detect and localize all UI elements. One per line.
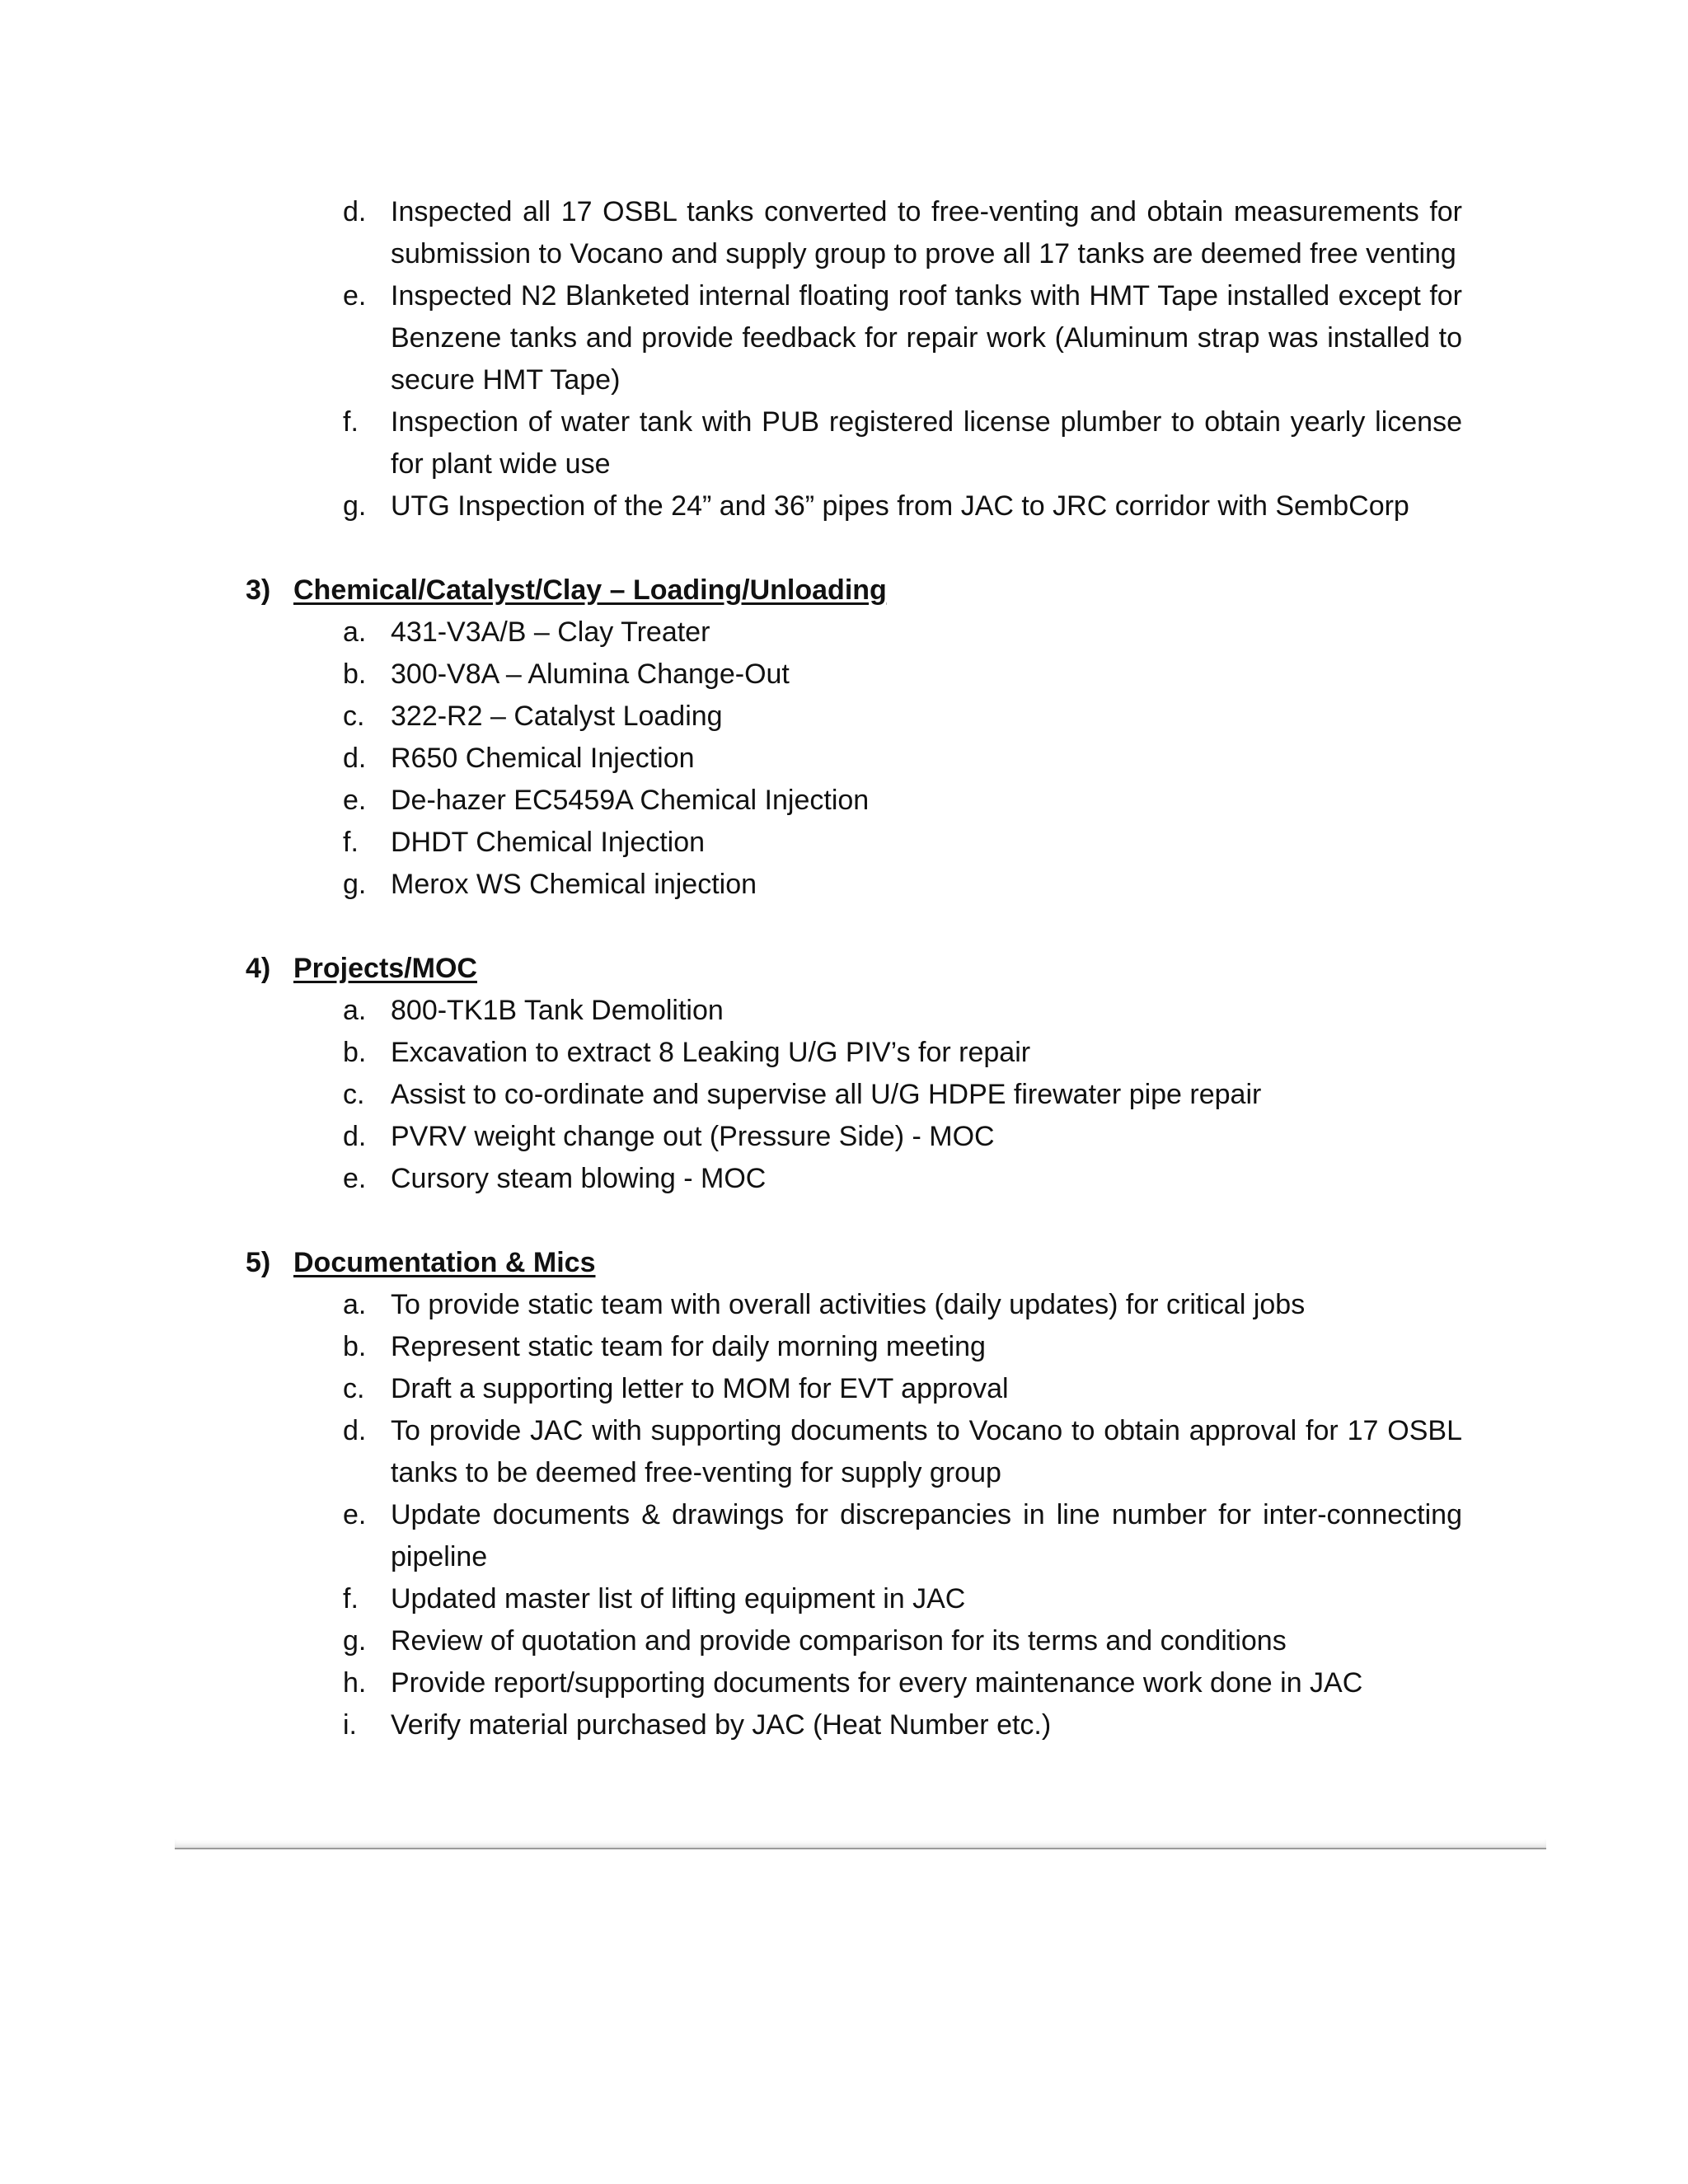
list-item <box>343 780 1462 822</box>
list-marker: b. <box>343 1037 367 1068</box>
list-marker: a. <box>343 995 367 1026</box>
list-item-text: Verify material purchased by JAC (Heat Number etc.) <box>391 1709 1052 1741</box>
list-item <box>343 1704 1462 1746</box>
list-marker: e. <box>343 280 367 312</box>
list-item <box>343 1158 1462 1200</box>
list-item-text: PVRV weight change out (Pressure Side) - MOC <box>391 1121 995 1152</box>
section-number: 5) <box>246 1247 271 1278</box>
list-item <box>343 191 1462 275</box>
list-marker: f. <box>343 1583 359 1615</box>
list-item <box>343 275 1462 401</box>
list-item-text: Inspection of water tank with PUB registered license plumber to obtain yearly license for plant wide use <box>391 406 1462 480</box>
list-item <box>343 738 1462 780</box>
list-marker: g. <box>343 1625 367 1657</box>
document-body <box>0 191 1688 1746</box>
section-heading <box>246 1242 1688 1284</box>
section-title: Chemical/Catalyst/Clay – Loading/Unloading <box>293 574 887 606</box>
list-item-text: UTG Inspection of the 24” and 36” pipes from JAC to JRC corridor with SembCorp <box>391 490 1409 522</box>
list-marker: d. <box>343 743 367 774</box>
list-marker: f. <box>343 827 359 858</box>
list-marker: b. <box>343 1331 367 1362</box>
list-item <box>343 1620 1462 1662</box>
list-marker: c. <box>343 701 365 732</box>
section-documentation <box>0 1242 1688 1746</box>
list-marker: a. <box>343 616 367 648</box>
list-item-text: 322-R2 – Catalyst Loading <box>391 701 723 732</box>
list-item <box>343 1368 1462 1410</box>
list-item-text: Provide report/supporting documents for every maintenance work done in JAC <box>391 1667 1363 1699</box>
list-marker: c. <box>343 1373 365 1404</box>
footer-divider <box>175 1840 1546 1849</box>
list-item <box>343 1494 1462 1578</box>
list-marker: g. <box>343 869 367 900</box>
list-item-text: 800-TK1B Tank Demolition <box>391 995 724 1026</box>
list-item <box>343 1326 1462 1368</box>
list-item <box>343 696 1462 738</box>
list-marker: b. <box>343 658 367 690</box>
list-item <box>343 864 1462 906</box>
list-item <box>343 485 1462 527</box>
list-item-text: Updated master list of lifting equipment in JAC <box>391 1583 966 1615</box>
list-item <box>343 654 1462 696</box>
list-marker: d. <box>343 1121 367 1152</box>
list-item <box>343 1662 1462 1704</box>
list-marker: c. <box>343 1079 365 1110</box>
list-item <box>343 612 1462 654</box>
list-marker: d. <box>343 196 367 227</box>
list-item <box>343 401 1462 485</box>
list-item-text: Inspected N2 Blanketed internal floating roof tanks with HMT Tape installed except for Benzene tanks and provide feedback for repair work (Aluminum strap was installed to secure HMT Tape) <box>391 280 1462 396</box>
list-item-text: To provide static team with overall activities (daily updates) for critical jobs <box>391 1289 1306 1320</box>
section-chemical-loading <box>0 569 1688 906</box>
list-item-text: De-hazer EC5459A Chemical Injection <box>391 785 870 816</box>
list-marker: e. <box>343 785 367 816</box>
list-item-text: Update documents & drawings for discrepancies in line number for inter-connecting pipeline <box>391 1499 1462 1572</box>
list-item-text: Represent static team for daily morning meeting <box>391 1331 986 1362</box>
list-item <box>343 1578 1462 1620</box>
section-title: Documentation & Mics <box>293 1247 596 1278</box>
list-marker: g. <box>343 490 367 522</box>
section-number: 3) <box>246 574 271 606</box>
list-item-text: R650 Chemical Injection <box>391 743 695 774</box>
list-item-text: Review of quotation and provide comparison for its terms and conditions <box>391 1625 1287 1657</box>
list-item-text: 300-V8A – Alumina Change-Out <box>391 658 790 690</box>
list-item-text: Assist to co-ordinate and supervise all U/G HDPE firewater pipe repair <box>391 1079 1262 1110</box>
list-marker: a. <box>343 1289 367 1320</box>
section-title: Projects/MOC <box>293 953 477 984</box>
list-item-text: Excavation to extract 8 Leaking U/G PIV’s for repair <box>391 1037 1031 1068</box>
list-marker: e. <box>343 1163 367 1194</box>
list-item-text: Cursory steam blowing - MOC <box>391 1163 767 1194</box>
section-heading <box>246 948 1688 990</box>
list-marker: f. <box>343 406 359 438</box>
list-item <box>343 1284 1462 1326</box>
list-item <box>343 1116 1462 1158</box>
list-item <box>343 1074 1462 1116</box>
list-marker: i. <box>343 1709 357 1741</box>
list-item <box>343 1032 1462 1074</box>
list-marker: d. <box>343 1415 367 1446</box>
list-item-text: DHDT Chemical Injection <box>391 827 706 858</box>
list-item <box>343 1410 1462 1494</box>
section-heading <box>246 569 1688 612</box>
list-item <box>343 990 1462 1032</box>
list-item-text: Draft a supporting letter to MOM for EVT approval <box>391 1373 1009 1404</box>
list-item-text: Inspected all 17 OSBL tanks converted to free-venting and obtain measurements for submission to Vocano and supply group to prove all 17 tanks are deemed free venting <box>391 196 1462 269</box>
list-item <box>343 822 1462 864</box>
list-item-text: To provide JAC with supporting documents to Vocano to obtain approval for 17 OSBL tanks to be deemed free-venting for supply group <box>391 1415 1462 1488</box>
list-marker: h. <box>343 1667 367 1699</box>
list-item-text: Merox WS Chemical injection <box>391 869 757 900</box>
section-number: 4) <box>246 953 271 984</box>
list-marker: e. <box>343 1499 367 1530</box>
list-item-text: 431-V3A/B – Clay Treater <box>391 616 710 648</box>
intro-list <box>0 191 1688 527</box>
section-projects-moc <box>0 948 1688 1200</box>
